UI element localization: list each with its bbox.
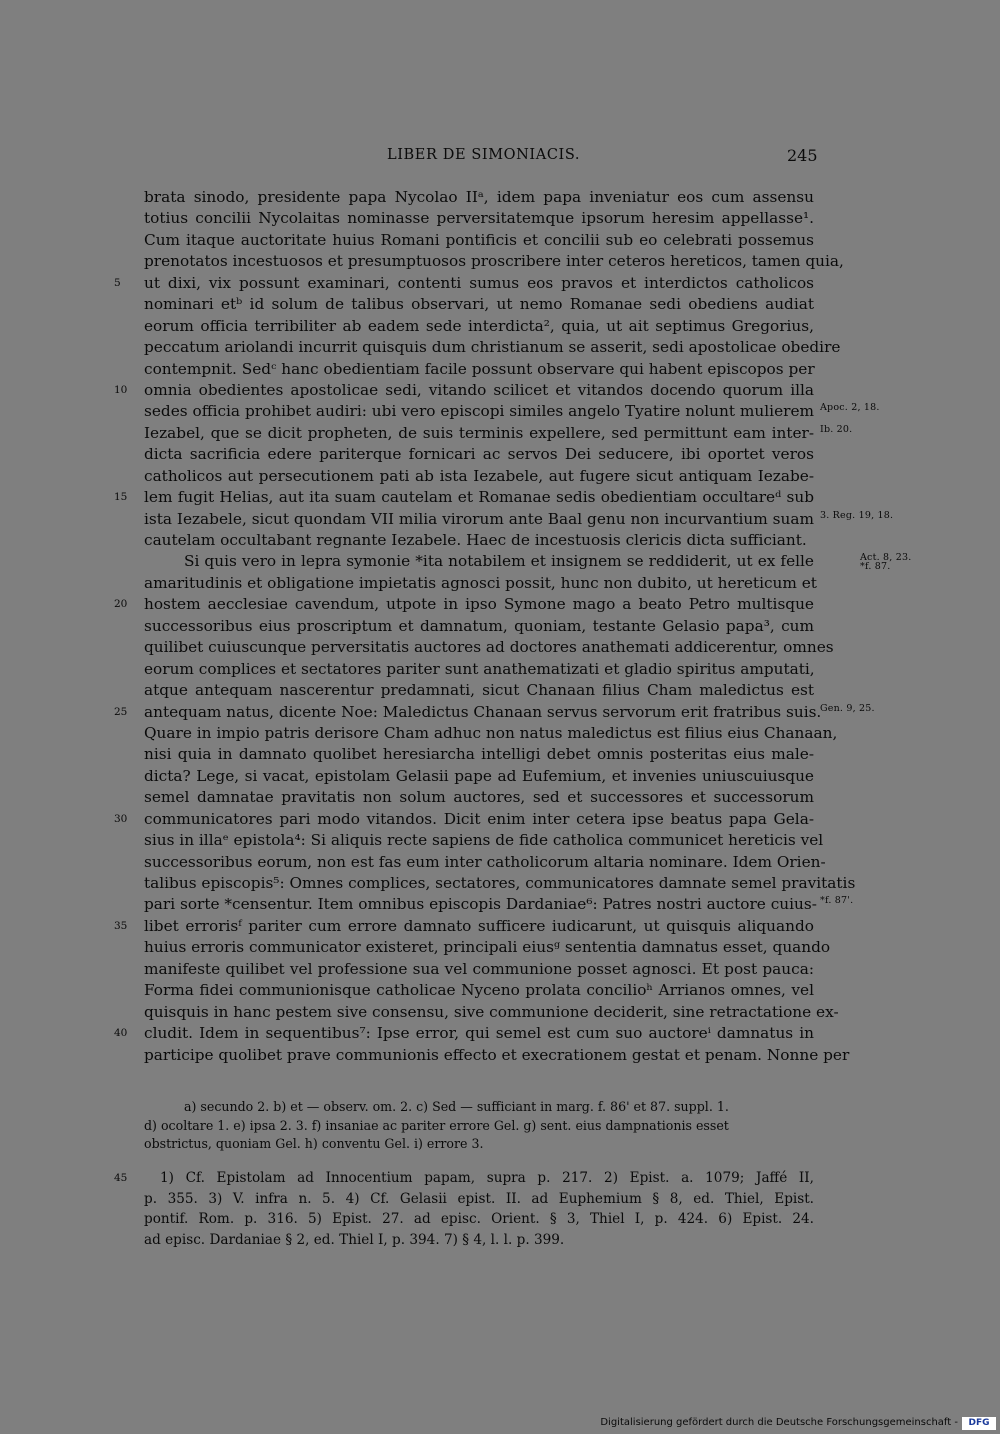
text-line-content: pari sorte *censentur. Item omnibus episcopis Dardaniae⁶: Patres nostri auctore cuius- xyxy=(144,895,817,914)
page-number: 245 xyxy=(787,146,818,165)
text-line xyxy=(144,894,854,915)
text-line-content: Cum itaque auctoritate huius Romani pontificis et concilii sub eo celebrati possemus xyxy=(144,230,814,249)
text-line-content: Si quis vero in lepra symonie *ita notabilem et insignem se reddiderit, ut ex felle xyxy=(184,552,814,571)
text-line-content: participe quolibet prave communionis effecto et execrationem gestat et penam. Nonne per xyxy=(144,1045,850,1064)
text-line-content: cautelam occultabant regnante Iezabele. Haec de incestuosis clericis dicta sufficiant. xyxy=(144,531,807,549)
line-number: 25 xyxy=(114,705,128,718)
text-line-content: quisquis in hanc pestem sive consensu, sive communione deciderit, sine retractatione ex- xyxy=(144,1002,839,1021)
apparatus-line: obstrictus, quoniam Gel. h) conventu Gel. i) errore 3. xyxy=(144,1136,484,1151)
text-line xyxy=(144,744,814,765)
text-line xyxy=(144,530,814,551)
footnote-line xyxy=(114,1168,814,1189)
text-line xyxy=(144,1002,839,1023)
line-number: 20 xyxy=(114,598,128,611)
text-line-content: omnia obedientes apostolicae sedi, vitando scilicet et vitandos docendo quorum illa xyxy=(144,380,814,399)
text-line-content: eorum officia terribiliter ab eadem sede interdicta², quia, ut ait septimus Gregorius, xyxy=(144,316,814,335)
text-line-content: cludit. Idem in sequentibus⁷: Ipse error, qui semel est cum suo auctoreⁱ damnatus in xyxy=(144,1024,814,1043)
line-number: 35 xyxy=(114,919,128,932)
text-line-content: totius concilii Nycolaitas nominasse perversitatemque ipsorum heresim appellasse¹. xyxy=(144,209,814,228)
text-line-content: nisi quia in damnato quolibet heresiarcha intelligi debet omnis posteritas eius male- xyxy=(144,745,814,764)
text-line xyxy=(144,337,841,358)
text-line-content: sedes officia prohibet audiri: ubi vero episcopi similes angelo Tyatire nolunt mulierem xyxy=(144,402,814,421)
footnote-content: ad episc. Dardaniae § 2, ed. Thiel I, p. 394. 7) § 4, l. l. p. 399. xyxy=(144,1231,565,1248)
margin-reference: Apoc. 2, 18. xyxy=(820,402,880,414)
text-line-content: sius in illaᵉ epistola⁴: Si aliquis recte sapiens de fide catholica communicet hereticis vel xyxy=(144,831,824,850)
text-line xyxy=(144,980,814,1001)
main-text xyxy=(114,187,912,1066)
text-line-content: dicta? Lege, si vacat, epistolam Gelasii pape ad Eufemium, et invenies uniuscuiusque xyxy=(144,766,814,785)
critical-apparatus xyxy=(144,1098,814,1154)
text-line xyxy=(114,809,814,830)
footnote-content: p. 355. 3) V. infra n. 5. 4) Cf. Gelasii epist. II. ad Euphemium § 8, ed. Thiel, Epist. xyxy=(144,1190,814,1207)
running-title: LIBER DE SIMONIACIS. xyxy=(387,147,581,163)
text-line-content: hostem aecclesiae cavendum, utpote in ipso Symone mago a beato Petro multisque xyxy=(144,595,814,614)
margin-reference: Gen. 9, 25. xyxy=(820,702,875,714)
text-line-content: antequam natus, dicente Noe: Maledictus Chanaan servus servorum erit fratribus suis. xyxy=(144,702,822,721)
text-line-content: catholicos aut persecutionem pati ab ista Iezabele, aut fugere sicut antiquam Iezabe- xyxy=(144,466,814,485)
line-number: 40 xyxy=(114,1027,128,1040)
text-line xyxy=(144,787,814,808)
text-line xyxy=(144,680,814,701)
margin-reference: *f. 87. xyxy=(860,561,891,573)
text-line xyxy=(144,444,814,465)
text-line-content: huius erroris communicator existeret, principali eiusᵍ sententia damnatus esset, quando xyxy=(144,938,831,957)
footnotes xyxy=(114,1168,814,1250)
line-number: 5 xyxy=(114,276,121,289)
text-line-content: ista Iezabele, sicut quondam VII milia virorum ante Baal genu non incurvantium suam xyxy=(144,509,814,528)
text-line-content: nominari etᵇ id solum de talibus observari, ut nemo Romanae sedi obediens audiat xyxy=(144,295,814,314)
text-line-content: Iezabel, que se dicit propheten, de suis terminis expellere, sed permittunt eam inter- xyxy=(144,423,814,442)
text-line xyxy=(144,401,880,422)
text-line-content: Quare in impio patris derisore Cham adhuc non natus maledictus est filius eius Chanaan, xyxy=(144,723,838,742)
text-line xyxy=(144,852,826,873)
text-line xyxy=(144,423,853,444)
text-line-content: dicta sacrificia edere pariterque fornicari ac servos Dei seducere, ibi oportet veros xyxy=(144,445,814,464)
margin-reference: Act. 8, 23. xyxy=(860,552,912,564)
text-line xyxy=(144,637,834,658)
text-line-content: atque antequam nascerentur predamnati, sicut Chanaan filius Cham maledictus est xyxy=(144,681,814,700)
footnote-content: 1) Cf. Epistolam ad Innocentium papam, supra p. 217. 2) Epist. a. 1079; Jaffé II, xyxy=(160,1170,814,1186)
text-line xyxy=(144,208,814,229)
text-line xyxy=(144,573,817,594)
text-line xyxy=(144,187,814,208)
apparatus-line: d) ocoltare 1. e) ipsa 2. 3. f) insaniae ac pariter errore Gel. g) sent. eius dampnationis esset xyxy=(144,1117,729,1133)
margin-reference: *f. 87'. xyxy=(820,895,854,907)
margin-reference: 3. Reg. 19, 18. xyxy=(820,509,894,521)
text-line xyxy=(144,937,831,958)
text-line-content: successoribus eius proscriptum et damnatum, quoniam, testante Gelasio papa³, cum xyxy=(144,616,814,635)
text-line-content: brata sinodo, presidente papa Nycolao IIᵃ, idem papa inveniatur eos cum assensu xyxy=(144,188,814,206)
text-line-content: semel damnatae pravitatis non solum auctores, sed et successores et successorum xyxy=(144,788,814,807)
text-line xyxy=(144,659,814,680)
line-number: 30 xyxy=(114,812,128,825)
text-line xyxy=(144,466,814,487)
text-line xyxy=(114,916,814,937)
line-number: 15 xyxy=(114,491,128,504)
text-line xyxy=(144,959,814,980)
text-line xyxy=(144,230,814,251)
text-line xyxy=(114,594,814,615)
text-line xyxy=(144,723,838,744)
text-line xyxy=(114,487,814,508)
apparatus-line: a) secundo 2. b) et — observ. om. 2. c) Sed — sufficiant in marg. f. 86' et 87. suppl. 1. xyxy=(184,1099,729,1114)
text-line xyxy=(144,251,844,272)
text-line-content: contempnit. Sedᶜ hanc obedientiam facile possunt observare qui habent episcopos per xyxy=(144,359,815,378)
text-line xyxy=(144,509,894,530)
text-line xyxy=(144,873,856,894)
text-line-content: talibus episcopis⁵: Omnes complices, sectatores, communicatores damnate semel pravitatis xyxy=(144,874,856,892)
text-line xyxy=(144,616,814,637)
text-line-content: quilibet cuiuscunque perversitatis auctores ad doctores anathemati addicerentur, omnes xyxy=(144,638,834,657)
line-number: 45 xyxy=(114,1172,128,1184)
footnote-line xyxy=(144,1189,814,1210)
text-line-content: libet errorisᶠ pariter cum errore damnato sufficere iudicarunt, ut quisquis aliquando xyxy=(144,916,814,935)
text-line xyxy=(114,702,875,723)
text-line xyxy=(144,316,814,337)
text-line xyxy=(114,273,814,294)
text-line-content: communicatores pari modo vitandos. Dicit enim inter cetera ipse beatus papa Gela- xyxy=(144,809,814,828)
margin-reference: Ib. 20. xyxy=(820,423,853,435)
footnote-line xyxy=(144,1230,814,1251)
text-line-content: manifeste quilibet vel professione sua vel communione posset agnosci. Et post pauca: xyxy=(144,959,814,978)
page-header xyxy=(0,147,1000,171)
text-line-content: lem fugit Helias, aut ita suam cautelam et Romanae sedis obedientiam occultareᵈ sub xyxy=(144,488,814,507)
text-line xyxy=(144,551,912,573)
footnote-content: pontif. Rom. p. 316. 5) Epist. 27. ad episc. Orient. § 3, Thiel I, p. 424. 6) Epist. 24. xyxy=(144,1211,814,1227)
text-line xyxy=(144,294,814,315)
text-line-content: eorum complices et sectatores pariter sunt anathematizati et gladio spiritus amputati, xyxy=(144,659,815,678)
footnote-line xyxy=(144,1209,814,1230)
funding-notice: Digitalisierung gefördert durch die Deutsche Forschungsgemeinschaft - xyxy=(600,1417,958,1428)
text-line-content: amaritudinis et obligatione impietatis agnosci possit, hunc non dubito, ut hereticum et xyxy=(144,573,817,592)
text-line-content: successoribus eorum, non est fas eum inter catholicorum altaria nominare. Idem Orien- xyxy=(144,852,826,871)
text-line xyxy=(144,359,814,380)
page-footer xyxy=(0,1416,1000,1434)
text-line-content: peccatum ariolandi incurrit quisquis dum christianum se asserit, sedi apostolicae obedire xyxy=(144,338,841,357)
text-line-content: ut dixi, vix possunt examinari, contenti sumus eos pravos et interdictos catholicos xyxy=(144,273,814,292)
text-line xyxy=(144,766,814,787)
text-line-content: prenotatos incestuosos et presumptuosos proscribere inter ceteros hereticos, tamen quia, xyxy=(144,252,844,271)
line-number: 10 xyxy=(114,383,128,396)
text-line xyxy=(114,380,814,401)
dfg-logo: DFG xyxy=(962,1417,996,1430)
text-line xyxy=(144,1045,850,1066)
text-line-content: Forma fidei communionisque catholicae Nyceno prolata concilioʰ Arrianos omnes, vel xyxy=(144,981,814,1000)
text-line xyxy=(144,830,824,851)
text-line xyxy=(114,1023,814,1044)
